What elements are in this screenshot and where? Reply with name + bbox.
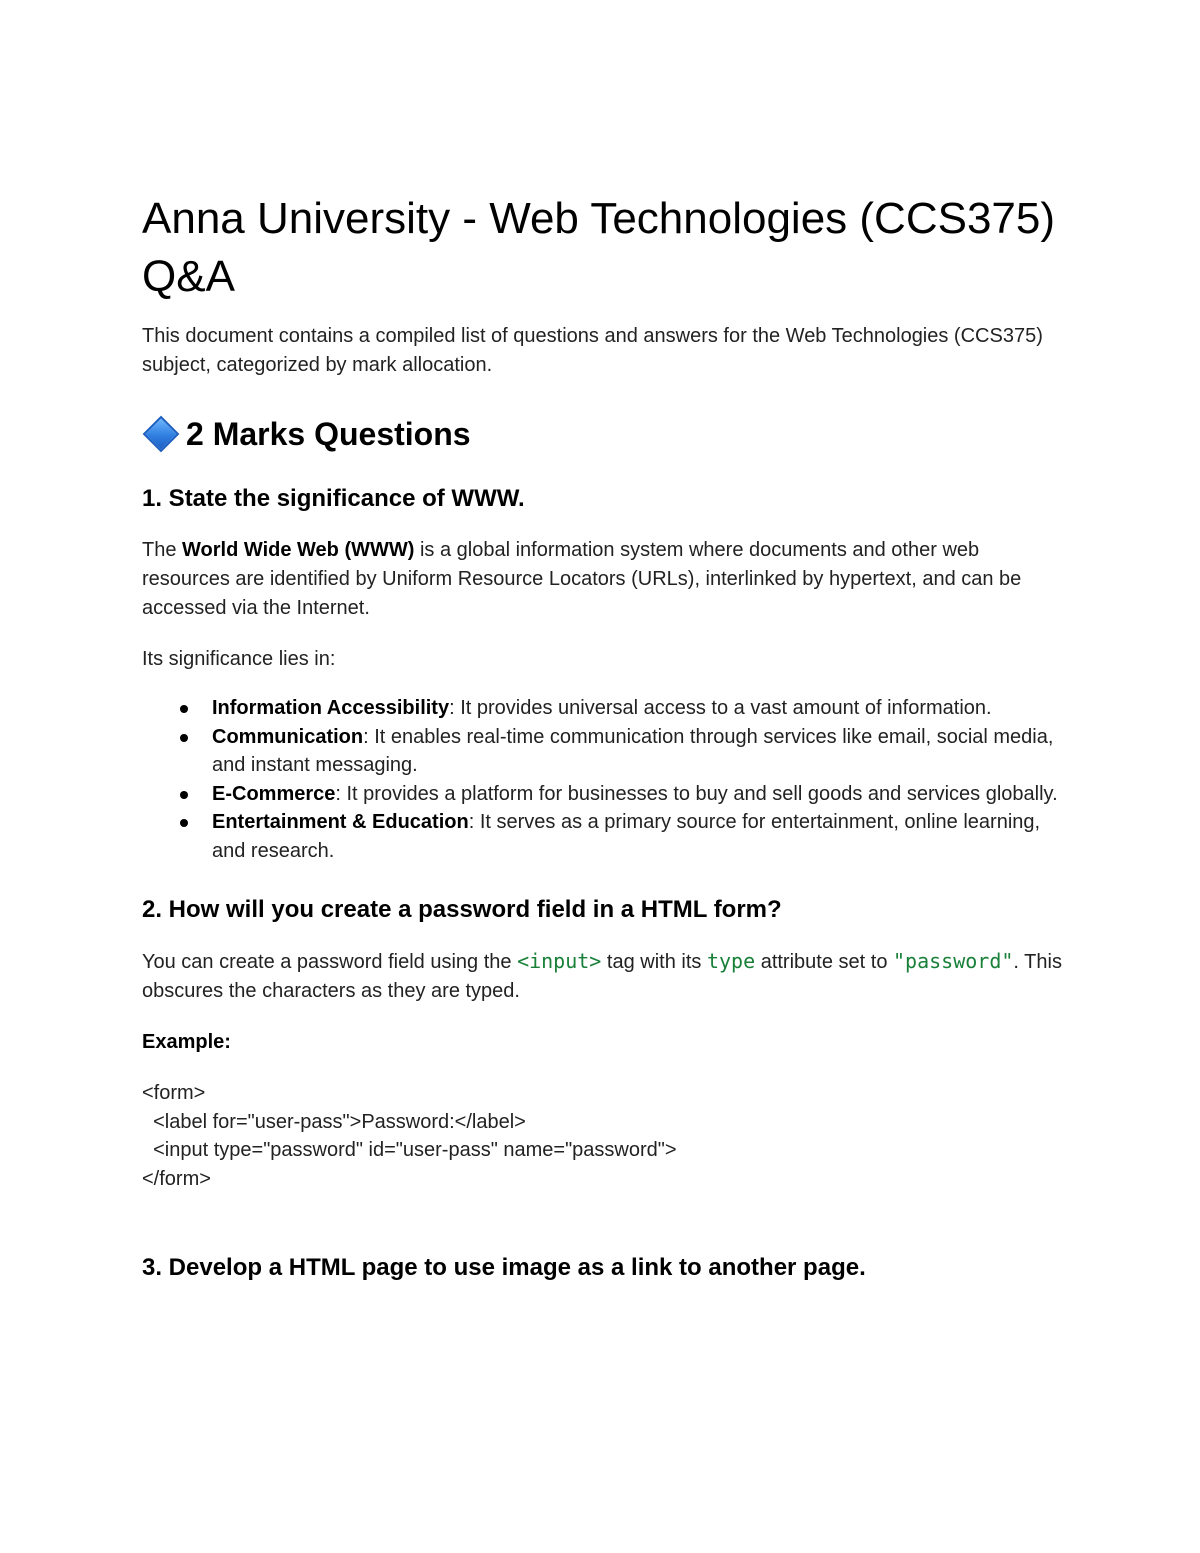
answer-text: . This obscures the characters as they are typed. (142, 951, 1062, 1002)
inline-code-tag: <input> (517, 949, 602, 973)
code-example (142, 1079, 1072, 1193)
answer-prefix: The (142, 539, 183, 561)
code-line: <input type="password" id="user-pass" name="password"> (142, 1139, 677, 1161)
list-item (142, 723, 1072, 780)
question-1-heading: 1. State the significance of WWW. (142, 485, 525, 512)
section-heading (142, 414, 1072, 454)
list-item-text: : It provides a platform for businesses to buy and sell goods and services globally. (335, 782, 1058, 805)
list-item-text: : It enables real-time communication through services like email, social media, and instant messaging. (212, 725, 1054, 776)
list-item-term: E-Commerce (212, 782, 336, 805)
list-item-term: Information Accessibility (212, 697, 450, 719)
blue-diamond-icon (143, 416, 180, 453)
answer-text: attribute set to (755, 951, 893, 973)
question-2-heading: 2. How will you create a password field in a HTML form? (142, 896, 782, 923)
bullet-icon (180, 791, 188, 799)
list-item-text: : It provides universal access to a vast amount of information. (449, 697, 992, 719)
list-item-term: Communication (212, 725, 364, 748)
significance-list (142, 694, 1072, 865)
question-3-heading: 3. Develop a HTML page to use image as a link to another page. (142, 1254, 866, 1281)
bullet-icon (180, 734, 188, 742)
section-heading-text: 2 Marks Questions (186, 416, 471, 452)
list-item (142, 780, 1072, 809)
list-item (142, 808, 1072, 865)
question-1-answer (142, 536, 1072, 623)
answer-text: tag with its (601, 951, 707, 973)
code-line: </form> (142, 1167, 211, 1190)
document-title: Anna University - Web Technologies (CCS375) Q&A (142, 194, 1056, 301)
question-2-answer (142, 947, 1072, 1006)
document-page (142, 190, 1072, 1283)
answer-bold-term: World Wide Web (WWW) (182, 539, 415, 561)
intro-paragraph: This document contains a compiled list of questions and answers for the Web Technologies (CCS375) subject, categorized by mark allocation. (142, 325, 1043, 376)
example-label: Example: (142, 1031, 231, 1053)
code-line: <form> (142, 1082, 206, 1104)
list-item (142, 694, 1072, 723)
answer-rest: is a global information system where documents and other web resources are identified by Uniform Resource Locators (URLs), interlinked by hypertext, and can be accessed via the Internet. (142, 539, 1022, 619)
code-line: <label for="user-pass">Password:</label> (142, 1110, 526, 1133)
bullet-icon (180, 705, 188, 713)
significance-intro: Its significance lies in: (142, 648, 336, 670)
inline-code-value: "password" (893, 949, 1014, 973)
list-item-term: Entertainment & Education (212, 811, 469, 833)
list-item-text: : It serves as a primary source for entertainment, online learning, and research. (212, 811, 1041, 862)
answer-text: You can create a password field using the (142, 951, 518, 973)
inline-code-attr: type (706, 949, 756, 973)
bullet-icon (180, 819, 188, 827)
